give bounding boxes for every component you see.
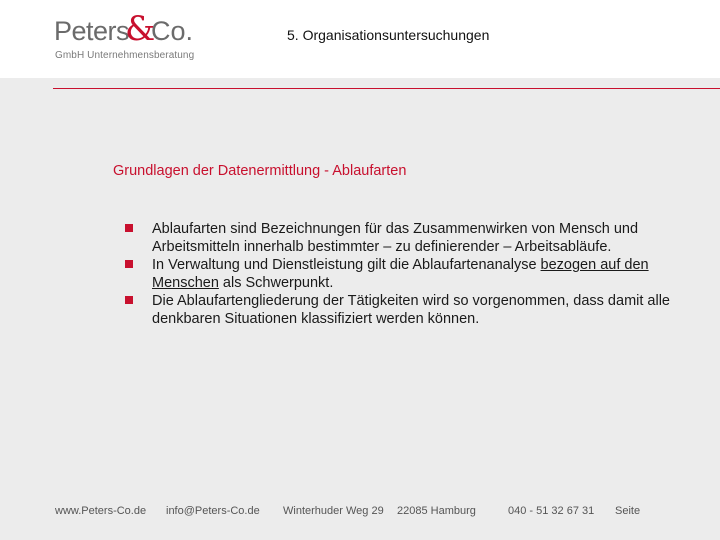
footer	[0, 505, 720, 527]
bullet-list	[125, 220, 715, 328]
logo-co: Co.	[151, 16, 194, 46]
section-subtitle: Grundlagen der Datenermittlung - Ablaufarten	[113, 163, 407, 179]
logo-ampersand: &	[125, 9, 156, 49]
square-bullet-icon	[125, 296, 133, 304]
footer-street: Winterhuder Weg 29	[283, 505, 384, 517]
footer-page-label: Seite	[615, 505, 641, 517]
page-title: 5. Organisationsuntersuchungen	[287, 27, 490, 43]
bullet-item	[125, 292, 715, 328]
bullet-text-end: als Schwerpunkt.	[218, 275, 334, 291]
logo-name: Peters	[54, 16, 130, 46]
footer-website: www.Peters-Co.de	[55, 505, 147, 517]
square-bullet-icon	[125, 260, 133, 268]
bullet-text-start: In Verwaltung und Dienstleistung gilt die Ablaufartenanalyse	[152, 257, 541, 273]
square-bullet-icon	[125, 224, 133, 232]
footer-phone: 040 - 51 32 67 31	[508, 505, 595, 517]
bullet-item	[125, 220, 715, 256]
bullet-item	[125, 256, 715, 292]
header-divider	[53, 88, 720, 89]
bullet-text: Die Ablaufartengliederung der Tätigkeiten wird so vorgenommen, dass damit alle denkbaren Situationen klassifiziert werden können.	[152, 293, 670, 327]
header	[0, 0, 720, 78]
bullet-text-underlined: bezogen auf den Menschen	[152, 257, 649, 291]
bullet-text: Ablaufarten sind Bezeichnungen für das Zusammenwirken von Mensch und Arbeitsmitteln innerhalb bestimmter – zu definierender – Arbeitsabläufe.	[152, 221, 639, 255]
logo-subline: GmbH Unternehmensberatung	[55, 50, 195, 61]
footer-email: info@Peters-Co.de	[166, 505, 260, 517]
footer-city: 22085 Hamburg	[397, 505, 476, 517]
company-logo	[54, 9, 195, 64]
